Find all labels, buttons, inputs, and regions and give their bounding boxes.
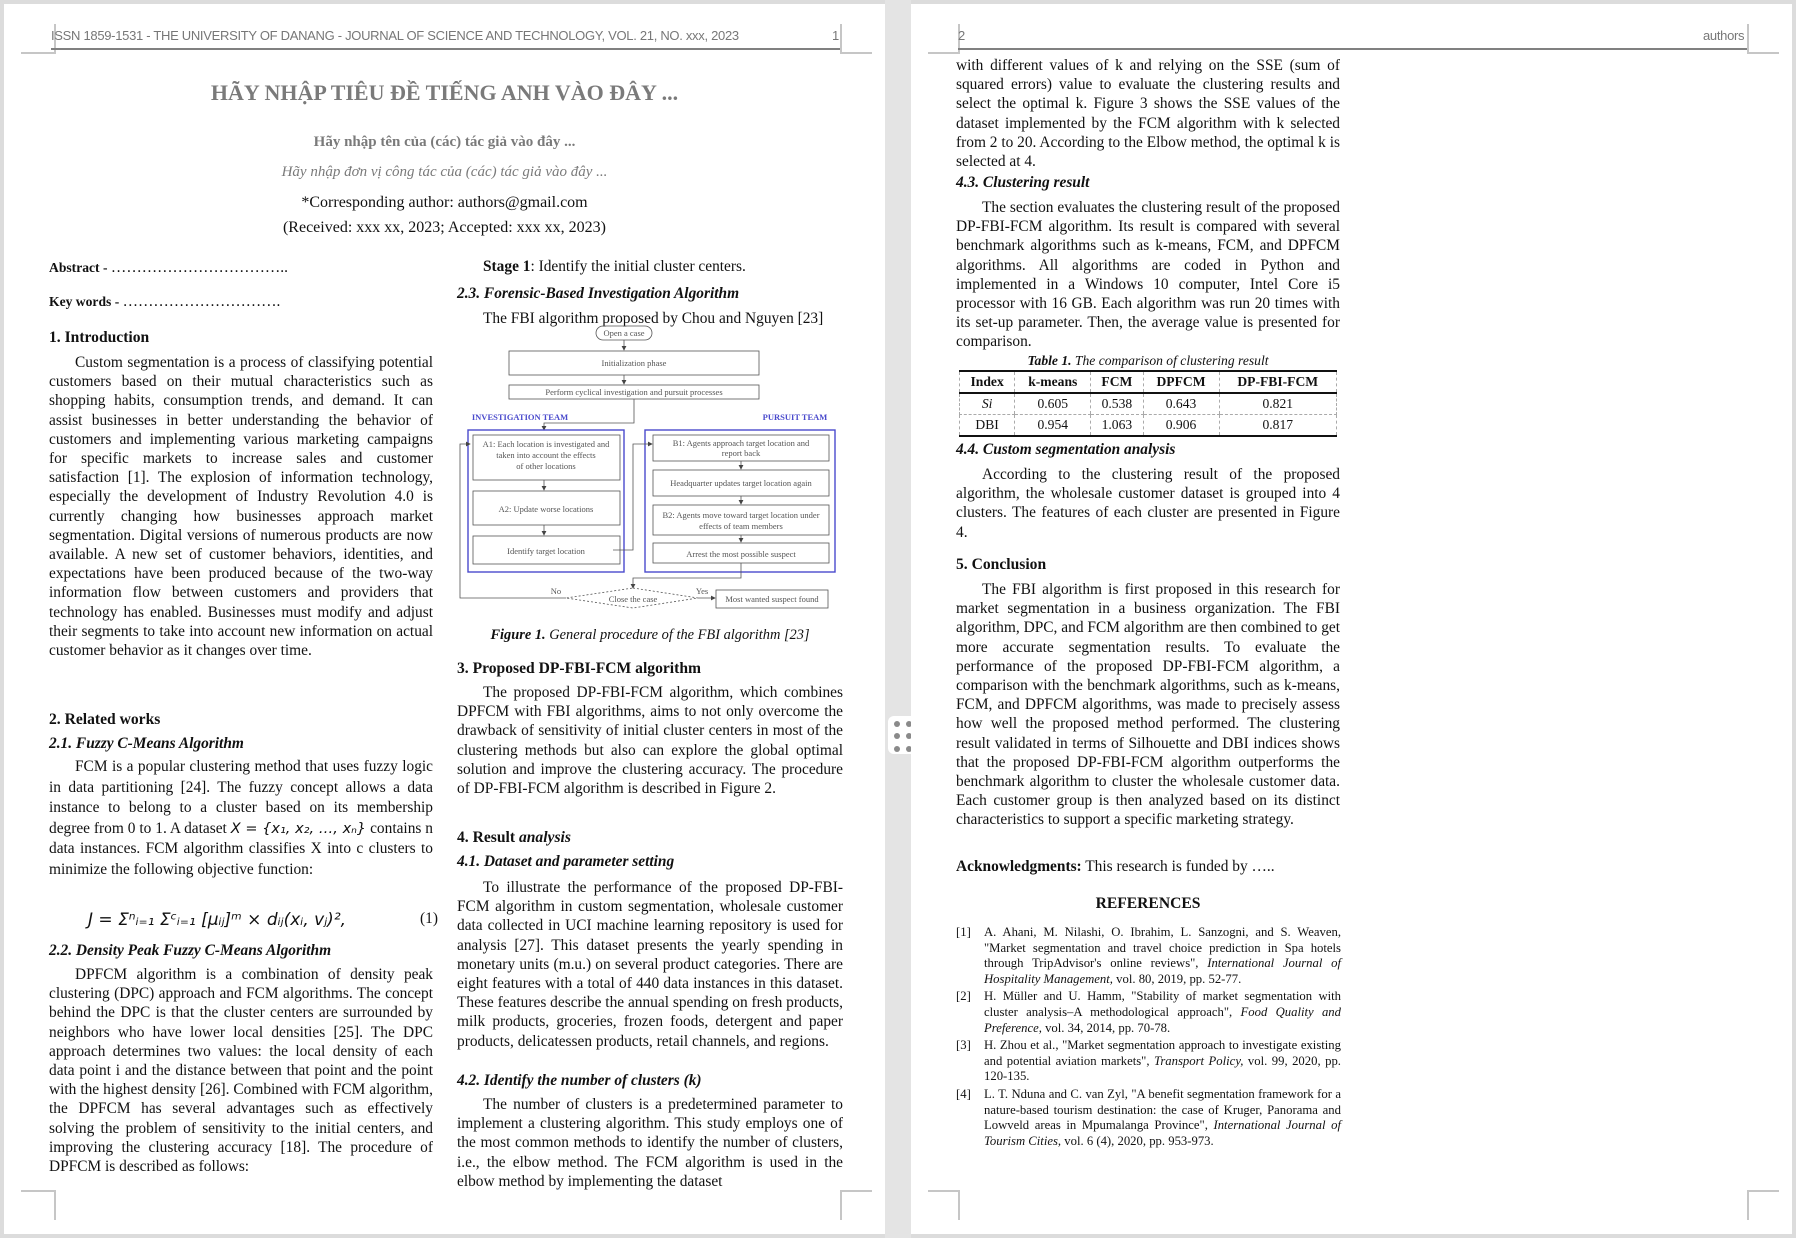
flowchart-svg [458,324,844,614]
table-header: k-means [1015,371,1091,393]
fig-label-a1-2: taken into account the effects [496,450,596,460]
crop-mark-top-right [840,24,872,54]
table-cell: DBI [960,415,1015,437]
reference-item [956,1087,1341,1149]
paragraph: Custom segmentation is a process of classifying potential customers based on their mutual characteristics such as shopping habits, consumption trends, and demand. It can assist businesses in better understanding the behavior of customers and implementing various marketing campaigns for specific markets to increase sales and customer satisfaction [1]. The explosion of information technology, especially the development of Industry Revolution 4.0 is currently changing how businesses approach market segmentation. Digital versions of numerous products are now available. A new set of customer behaviors, identities, and expectations have been produced because of the two-way information flow between customers and providers that technology has enabled. Businesses must modify and adjust their segments to take into account new information on actual customer behavior as it changes over time. [49,354,433,660]
introduction-body [49,353,433,660]
section-heading-result [457,829,571,847]
fig-label-yes: Yes [695,586,709,596]
grip-dot [894,746,900,752]
page-gutter [885,0,911,1238]
paragraph: The proposed DP-FBI-FCM algorithm, which combines DPFCM with FBI algorithms, aims to not only overcome the drawback of sensitivity of initial cluster centers in most of the clustering methods but also can explore the global optimal solution and improve the clustering accuracy. The procedure of DP-FBI-FCM algorithm is described in Figure 2. [457,684,843,798]
abstract-text: …………………………….. [110,259,288,276]
header-rule [958,48,1747,50]
table-header: Index [960,371,1015,393]
table-header-row [960,371,1337,393]
corresponding-author: *Corresponding author: authors@gmail.com [301,194,588,211]
fig-label-identify: Identify target location [507,546,585,556]
caption-label: Table 1. [1027,353,1072,368]
fcm-text-1: FCM is a popular clustering method that uses fuzzy logic in data partitioning [24]. The fuzzy concept allows a data instance to belong to a cluster based on its membership degree from 0 to 1. A dataset [49,758,433,837]
drag-handle-icon[interactable] [888,716,912,754]
fig-label-b2-1: B2: Agents move toward target location under [662,510,820,520]
fig-label-cyclical: Perform cyclical investigation and pursuit processes [545,387,723,397]
reference-number: [3] [956,1038,971,1053]
fig-label-hq: Headquarter updates target location again [670,478,812,488]
subsection-heading-fcm: 2.1. Fuzzy C-Means Algorithm [49,735,244,752]
segmentation-body [956,465,1340,542]
table-cell: 0.817 [1219,415,1337,437]
fig-label-no: No [550,586,562,596]
page-number: 2 [958,28,965,43]
table-cell: 0.538 [1091,393,1143,415]
ack-text: This research is funded by ….. [1081,858,1275,875]
subsection-heading-fbi: 2.3. Forensic-Based Investigation Algorithm [457,285,740,302]
heading-part: 4. Result [457,829,519,846]
table-header: DPFCM [1143,371,1219,393]
paragraph: with different values of k and relying on the SSE (sum of squared errors) value to evaluate the clustering results and select the optimal k. Figure 3 shows the SSE values of the dataset implemented by the FCM algorithm with k selected from 2 to 20. According to the Elbow method, the optimal k is selected at 4. [956,57,1340,171]
stage-text: : Identify the initial cluster centers. [530,258,746,275]
equation-1 [88,910,438,930]
figure-1-flowchart [458,324,844,614]
table-cell: 0.954 [1015,415,1091,437]
fig-label-close: Close the case [608,594,658,604]
crop-mark-top-left [928,24,960,54]
clusters-body-continued [956,56,1340,171]
table-cell: 0.643 [1143,393,1219,415]
table-cell: 0.605 [1015,393,1091,415]
heading-part-italic: analysis [518,829,571,846]
paragraph: According to the clustering result of the proposed algorithm, the wholesale customer dataset is grouped into 4 clusters. The features of each cluster are presented in Figure 4. [956,466,1340,541]
reference-item [956,1038,1341,1085]
subsection-heading-clustering-result: 4.3. Clustering result [956,174,1090,191]
table-header: DP-FBI-FCM [1219,371,1337,393]
fig-label-b1-1: B1: Agents approach target location and [672,438,810,448]
equation-number: (1) [420,910,438,927]
crop-mark-bottom-right [1747,1190,1779,1220]
reference-text: L. T. Nduna and C. van Zyl, "A benefit segmentation framework for a nature-based tourism destination: the case of Kruger, Panorama and Lowveld areas in Mpumalanga Province", International Journal of Tourism Cities, vol. 6 (4), 2020, pp. 953-973. [984,1086,1342,1148]
paper-title: HÃY NHẬP TIÊU ĐỀ TIẾNG ANH VÀO ĐÂY ... [210,80,679,105]
crop-mark-bottom-left [21,1190,56,1220]
dataset-body [457,878,843,1051]
fig-label-found: Most wanted suspect found [725,594,819,604]
running-header-authors: authors [1703,28,1745,43]
section-heading-conclusion: 5. Conclusion [956,556,1047,573]
abstract [49,258,433,277]
paragraph: The FBI algorithm is first proposed in this research for market segmentation in a business organization. The FBI algorithm, DPC, and FCM algorithm are then combined to get more accurate segmentation results. To evaluate the performance of the proposed DP-FBI-FCM algorithm, a comparison with the benchmark algorithms, such as k-means, FCM, and DPFCM algorithms, was made to precisely assess how well the proposed method performed. The clustering result validated in terms of Silhouette and DBI indices shows that the proposed DP-FBI-FCM algorithm outperforms the benchmark algorithm to cluster the wholesale customer data. Each customer group is then analyzed based on its distinct characteristics to support a specific marketing strategy. [956,581,1340,829]
paragraph: The section evaluates the clustering result of the proposed DP-FBI-FCM algorithm. Its result is compared with several benchmark algorithms such as k-means, FCM, and DPFCM algorithms. All algorithms are coded in Python and implemented in a Windows 10 computer, Intel Core i5 processor with 16 GB. Each algorithm was run 20 times with its set-up parameter. Then, the average value is presented for comparison. [956,199,1340,351]
crop-mark-bottom-left [928,1190,960,1220]
keywords-label: Key words - [49,294,123,309]
table-row [960,415,1337,437]
equation-formula: J = Σⁿᵢ₌₁ Σᶜᵢ₌₁ [μᵢⱼ]ᵐ × dᵢⱼ(xᵢ, vⱼ)², [88,910,347,930]
stage-label: Stage 1 [483,258,531,275]
keywords-text: …………………………. [122,293,281,310]
subsection-heading-clusters: 4.2. Identify the number of clusters (k) [457,1072,702,1089]
running-header: ISSN 1859-1531 - THE UNIVERSITY OF DANANG - JOURNAL OF SCIENCE AND TECHNOLOGY, VOL. 21, NO. xxx, 2023 [51,28,739,43]
reference-text: H. Zhou et al., "Market segmentation approach to investigate existing and potential aviation markets", Transport Policy, vol. 99, 2020, pp. 120-135. [984,1038,1341,1084]
fig-label-a1-3: of other locations [516,461,576,471]
paragraph: The number of clusters is a predetermined parameter to implement a clustering algorithm. This study employs one of the most common methods to identify the number of clusters, i.e., the elbow method. The FCM algorithm is used in the elbow method by implementing the dataset [457,1096,843,1190]
subsection-heading-dataset: 4.1. Dataset and parameter setting [457,853,675,870]
conclusion-body [956,580,1340,830]
section-heading-related-works: 2. Related works [49,711,161,728]
header-rule [51,48,840,50]
fig-label-a2: A2: Update worse locations [498,504,594,514]
reference-number: [1] [956,925,971,939]
ack-label: Acknowledgments: [956,858,1082,875]
reference-number: [2] [956,989,971,1004]
section-heading-proposed: 3. Proposed DP-FBI-FCM algorithm [457,660,701,677]
reference-text: H. Müller and U. Hamm, "Stability of market segmentation with cluster analysis–A methodological approach", Food Quality and Preference, vol. 34, 2014, pp. 70-78. [984,989,1341,1035]
subsection-heading-segmentation: 4.4. Custom segmentation analysis [956,441,1176,458]
dpfcm-body [49,965,433,1176]
fig-label-pursuit-team: PURSUIT TEAM [762,412,828,422]
caption-label: Figure 1. [490,627,546,643]
table-cell: 1.063 [1091,415,1143,437]
paragraph: DPFCM algorithm is a combination of density peak clustering (DPC) approach and FCM algorithms. The concept behind the DPC is that the cluster centers are surrounded by neighbors who have lower local densities [25]. The DPC approach determines two values: the local density of each data point i and the distance between that point and the point with the highest density [26]. Combined with FCM algorithm, the DPFCM has several advantages such as effectively solving the problem of sensitivity to the initial centers, and improving the clustering accuracy [18]. The procedure of DPFCM is described as follows: [49,966,433,1176]
fcm-text-2: contains n data instances. FCM algorithm classifies X into c clusters to minimize the following objective function: [49,819,433,878]
page-1 [4,4,885,1234]
table-cell: 0.821 [1219,393,1337,415]
paragraph [457,257,843,276]
fig-label-b1-2: report back [721,448,761,458]
reference-text: A. Ahani, M. Nilashi, O. Ibrahim, L. Sanzogni, and S. Weaven, "Market segmentation and travel choice prediction in Spa hotels through TripAdvisor's online reviews", International Journal of Hospitality Management, vol. 80, 2019, pp. 52-77. [984,925,1342,986]
fig-label-arrest: Arrest the most possible suspect [686,549,796,559]
table-header: FCM [1091,371,1143,393]
acknowledgments [956,857,1340,876]
abstract-label: Abstract - [49,260,111,275]
paragraph: The FBI algorithm proposed by Chou and Nguyen [23] [483,310,824,327]
caption-text: The comparison of clustering result [1071,353,1269,368]
fig-label-open-case: Open a case [603,328,645,338]
reference-number: [4] [956,1086,971,1101]
grip-dot [894,721,900,727]
figure-1-caption [457,627,843,644]
fig-label-investigation-team: INVESTIGATION TEAM [471,412,569,422]
table-1-caption [956,353,1340,369]
paragraph: To illustrate the performance of the proposed DP-FBI-FCM algorithm in custom segmentation, wholesale customer data collected in UCI machine learning repository is used for analysis [27]. This dataset presents the yearly spending in monetary units (m.u.) on several product categories. There are eight features with a total of 440 data instances in this dataset. These features describe the annual spending on fresh products, milk products, groceries, frozen foods, detergent and paper products, delicatessen products, retail channels, and regions. [457,879,843,1050]
crop-mark-bottom-right [840,1190,872,1220]
fig-label-a1-1: A1: Each location is investigated and [482,439,610,449]
table-1 [959,370,1337,437]
fig-label-b2-2: effects of team members [699,521,783,531]
proposed-body [457,683,843,798]
keywords [49,292,433,311]
clustering-body [956,198,1340,352]
grip-dot [894,733,900,739]
page-number: 1 [832,28,839,43]
clusters-body [457,1095,843,1191]
dataset-formula: X = {x₁, x₂, …, xₙ} [230,820,367,837]
received-dates: (Received: xxx xx, 2023; Accepted: xxx xx, 2023) [282,219,607,236]
reference-item [956,989,1341,1036]
table-cell: Si [960,393,1015,415]
subsection-heading-dpfcm: 2.2. Density Peak Fuzzy C-Means Algorithm [49,942,332,959]
table-row [960,393,1337,415]
affiliation: Hãy nhập đơn vị công tác của (các) tác giả vào đây ... [281,164,608,180]
references-list [956,925,1341,1151]
table-cell: 0.906 [1143,415,1219,437]
reference-item [956,925,1341,987]
paragraph [49,757,433,880]
fig-label-init: Initialization phase [601,358,667,368]
stage-1 [457,257,843,276]
section-heading-introduction: 1. Introduction [49,329,150,346]
fcm-body [49,757,433,880]
crop-mark-top-right [1747,24,1779,54]
caption-text: General procedure of the FBI algorithm [23] [545,627,810,643]
authors: Hãy nhập tên của (các) tác giả vào đây ... [313,134,576,150]
references-heading: REFERENCES [1095,895,1201,912]
